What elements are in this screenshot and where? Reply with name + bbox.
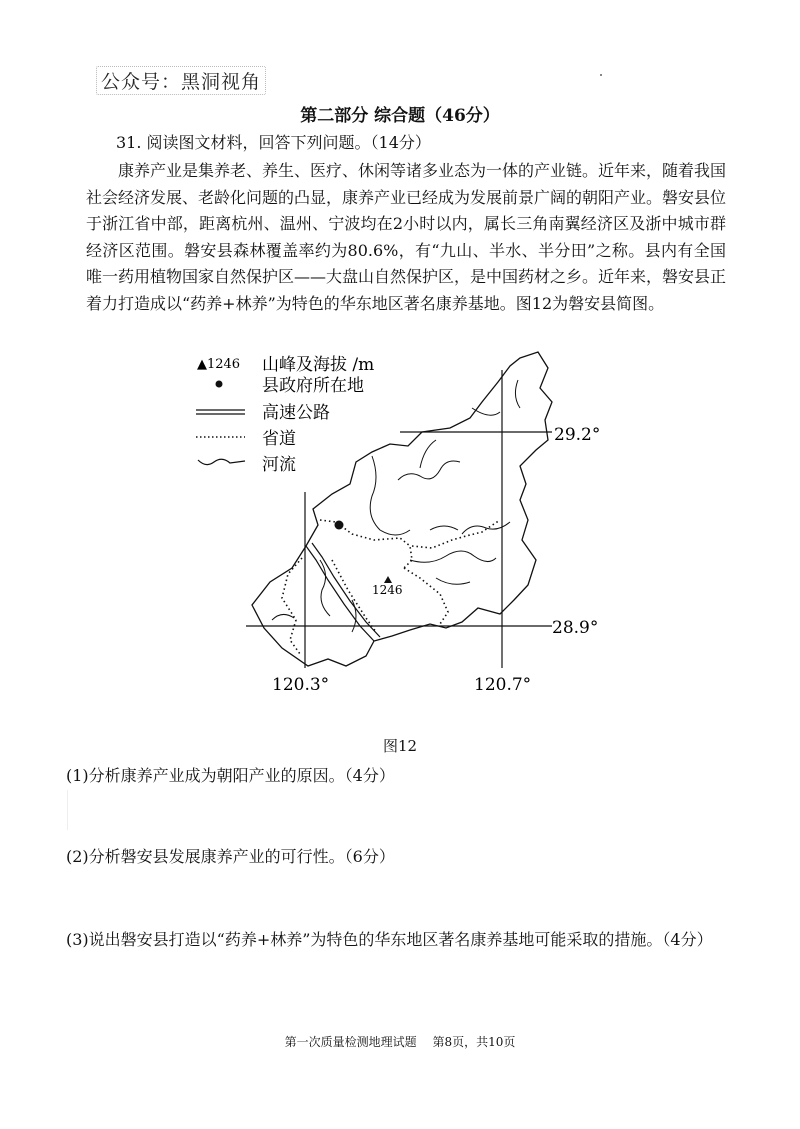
river-2 xyxy=(398,461,460,480)
legend-river-label: 河流 xyxy=(262,455,296,475)
legend-peak-label: 山峰及海拔 /m xyxy=(262,355,375,375)
legend-river-icon xyxy=(198,459,245,464)
river-7 xyxy=(436,578,470,584)
river-5 xyxy=(430,526,458,530)
provincial-road-1 xyxy=(320,520,412,568)
sub-question-1: (1)分析康养产业成为朝阳产业的原因。（4分） xyxy=(66,766,395,785)
lon-label-west: 120.3° xyxy=(272,675,330,695)
material-paragraph: 康养产业是集养老、养生、医疗、休闲等诸多业态为一体的产业链。近年来，随着我国社会经济发展、老龄化问题的凸显，康养产业已经成为发展前景广阔的朝阳产业。磐安县位于浙江省中部，距离杭州、温州、宁波均在2小时以内，属长三角南翼经济区及浙中城市群经济区范围。磐安县森林覆盖率约为80.6%，有“九山、半水、半分田”之称。县内有全国唯一药用植物国家自然保护区——大盘山自然保护区，是中国药材之乡。近年来，磐安县正着力打造成以“药养+林养”为特色的华东地区著名康养基地。图12为磐安县简图。 xyxy=(86,161,727,313)
highway-line-a xyxy=(306,546,374,641)
county-map xyxy=(190,345,620,700)
scan-dot xyxy=(600,74,602,76)
lat-label-north: 29.2° xyxy=(554,425,601,445)
lon-label-east: 120.7° xyxy=(474,675,532,695)
river-6 xyxy=(410,551,496,562)
river-1 xyxy=(370,456,410,535)
provincial-road-2 xyxy=(412,520,500,548)
river-3 xyxy=(420,440,436,468)
page-footer xyxy=(0,1033,800,1050)
question-header: 31. 阅读图文材料，回答下列问题。（14分） xyxy=(116,133,431,152)
county-boundary xyxy=(252,352,552,666)
section-title: 第二部分 综合题（46分） xyxy=(300,106,500,126)
scan-edge xyxy=(67,790,68,830)
sub-question-3: (3)说出磐安县打造以“药养+林养”为特色的华东地区著名康养基地可能采取的措施。（4分） xyxy=(66,930,713,949)
footer-page-info: 第8页，共10页 xyxy=(432,1035,516,1049)
provincial-road-3 xyxy=(404,568,448,624)
sub-question-2: (2)分析磐安县发展康养产业的可行性。（6分） xyxy=(66,847,395,866)
legend-peak-symbol: ▲1246 xyxy=(197,357,241,372)
river-9 xyxy=(515,380,520,408)
watermark: 公众号：黑洞视角 xyxy=(96,66,266,95)
legend-highway-label: 高速公路 xyxy=(262,403,330,423)
map-legend xyxy=(196,355,374,475)
figure-caption: 图12 xyxy=(382,737,418,755)
peak-elevation: 1246 xyxy=(372,583,403,597)
legend-seat-label: 县政府所在地 xyxy=(262,376,364,396)
lat-label-south: 28.9° xyxy=(552,618,599,638)
county-seat-icon xyxy=(335,521,344,530)
river-12 xyxy=(272,614,294,620)
peak-icon xyxy=(384,576,392,583)
footer-exam-title: 第一次质量检测地理试题 xyxy=(284,1035,417,1049)
legend-provincial-label: 省道 xyxy=(262,429,296,449)
legend-seat-icon xyxy=(216,381,223,388)
river-4 xyxy=(462,522,510,534)
